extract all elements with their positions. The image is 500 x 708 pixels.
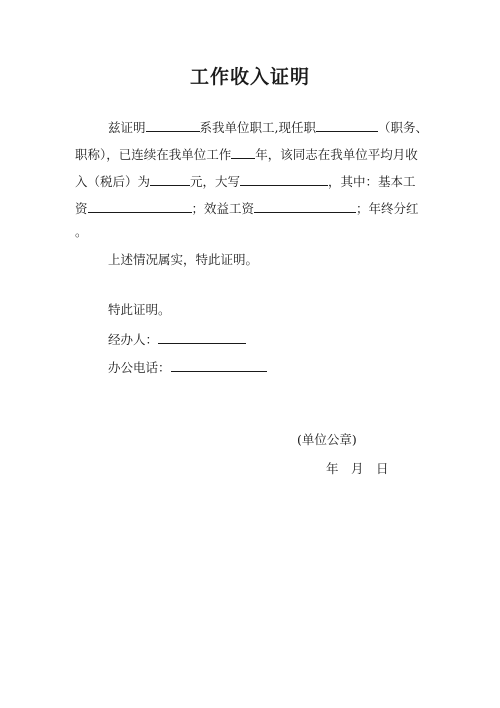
body-text: ；效益工资 [191, 201, 255, 216]
body-line-1 [108, 118, 428, 136]
body-text: 系我单位职工,现任职 [199, 120, 316, 135]
closing-statement: 特此证明。 [108, 302, 171, 317]
monthly-income-blank[interactable] [150, 172, 190, 186]
confirmation-text: 上述情况属实，特此证明。 [108, 252, 259, 267]
body-line-5: 。 [75, 224, 88, 239]
body-text: （职务、 [378, 120, 429, 135]
handler-blank[interactable] [158, 330, 246, 344]
handler-label: 经办人： [108, 332, 159, 347]
body-text: ；年终分红 [356, 201, 419, 216]
body-text: 职称），已连续在我单位工作 [75, 147, 232, 162]
body-text: ，其中：基本工 [328, 174, 416, 189]
date-line: 年 月 日 [326, 461, 389, 476]
handler-line [108, 330, 246, 348]
performance-salary-blank[interactable] [254, 199, 356, 213]
phone-line [108, 358, 267, 376]
body-text: 元，大写 [190, 174, 241, 189]
body-text: 兹证明 [108, 120, 146, 135]
body-text: 入（税后）为 [75, 174, 151, 189]
body-line-3 [75, 172, 416, 190]
base-salary-blank[interactable] [88, 199, 192, 213]
company-seal: (单位公章) [297, 432, 357, 447]
phone-blank[interactable] [171, 358, 267, 372]
body-text: 年，该同志在我单位平均月收 [255, 147, 418, 162]
body-text: 资 [75, 201, 88, 216]
income-in-words-blank[interactable] [240, 172, 328, 186]
body-line-4 [75, 199, 419, 217]
employee-name-blank[interactable] [146, 118, 200, 132]
document-title: 工作收入证明 [189, 66, 310, 88]
years-blank[interactable] [231, 145, 255, 159]
position-blank[interactable] [316, 118, 378, 132]
body-line-2 [75, 145, 418, 163]
phone-label: 办公电话： [108, 360, 171, 375]
